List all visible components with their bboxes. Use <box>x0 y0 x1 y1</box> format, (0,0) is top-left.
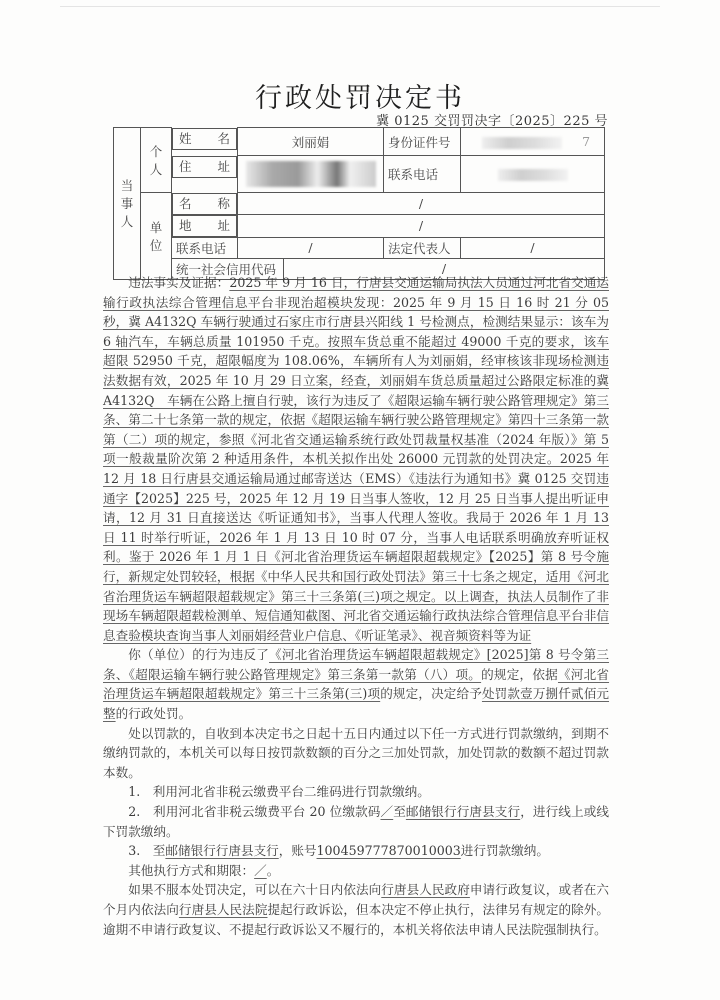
payment-bank: 邮储银行行唐县支行 <box>405 804 521 820</box>
payment-intro: 处以罚款的，自收到本决定书之日起十五日内通过以下任一方式进行罚款缴纳，到期不缴纳罚款的，本机关可以每日按罚款数额的百分之三加处罚款，加处罚款的数额不超过罚款本数。 <box>103 725 609 780</box>
unit-name-label: 名 称 <box>172 193 237 215</box>
appeal-paragraph: 如果不服本处罚决定，可以在六十日内依法向行唐县人民政府申请行政复议，或者在六个月内依法向行唐县人民法院提起行政诉讼，但本决定不停止执行，法律另有规定的除外。逾期不申请行政复议、不提起行政诉讼又不履行的，本机关将依法申请人民法院强制执行。 <box>103 882 610 937</box>
payment-item-2: 2. 利用河北省非税云缴费平台 20 位缴款码／至邮储银行行唐县支行，进行线上或线下罚款缴纳。 <box>103 804 610 839</box>
facts-label: 违法事实及证据： <box>128 275 230 290</box>
phone-label: 联系电话 <box>384 156 461 193</box>
payment-item-1: 1. 利用河北省非税云缴费平台二维码进行罚款缴纳。 <box>128 784 430 800</box>
payment-bank: 邮储银行行唐县支行 <box>165 843 279 859</box>
legal-basis: 《河北省治理货运车辆超限超载规定》第三十三条第(三)项 <box>103 666 610 702</box>
document-title: 行政处罚决定书 <box>255 83 465 114</box>
decision-text: 的行政处罚。 <box>115 706 192 722</box>
parties-table <box>113 127 605 280</box>
unit-phone-label: 联系电话 <box>172 237 238 258</box>
document-body <box>103 273 609 939</box>
decision-text: 的规定，依据 <box>481 666 558 682</box>
payment-item-3: 3. 至邮储银行行唐县支行，账号100459777870010003进行罚款缴纳。 <box>128 843 549 859</box>
individual-label: 个人 <box>141 128 172 193</box>
address-value-redacted <box>238 156 384 193</box>
id-label: 身份证件号 <box>384 128 461 156</box>
decision-text: 的规定，决定给予 <box>380 686 482 702</box>
scan-edge <box>60 6 660 7</box>
phone-value-redacted <box>461 156 605 193</box>
decision-paragraph <box>103 645 609 723</box>
bank-account: 100459777870010003 <box>316 843 461 859</box>
name-label: 姓 名 <box>172 128 237 150</box>
penalty-amount: 处罚款壹万捌仟贰佰元整 <box>103 686 610 722</box>
payment-code: ／ <box>380 804 394 820</box>
name-value: 刘丽娟 <box>238 128 384 156</box>
violated-provisions: 《河北省治理货运车辆超限超载规定》[2025]第 8 号令第三条、《超限运输车辆行驶公路管理规定》第三条第一款第（八）项。 <box>103 647 610 682</box>
redacted-id <box>482 137 562 149</box>
legal-rep-label: 法定代表人 <box>384 237 461 258</box>
id-value: 7 <box>461 128 605 156</box>
court: 行唐县人民法院 <box>178 902 268 917</box>
party-label: 当 事 人 <box>114 128 141 280</box>
unit-name-value: / <box>238 193 605 215</box>
other-execution: 其他执行方式和期限：／。 <box>128 862 280 878</box>
other-execution-value: ／ <box>254 862 267 878</box>
unit-address-value: / <box>238 215 605 238</box>
legal-rep-value: / <box>461 237 605 258</box>
decision-text: 你（单位）的行为违反了 <box>128 647 270 663</box>
unit-phone-value: / <box>238 237 384 258</box>
unit-label: 单位 <box>141 193 172 280</box>
credit-code-value: / <box>284 258 605 279</box>
document-number: 冀 0125 交罚罚决字〔2025〕225 号 <box>376 114 608 129</box>
address-label: 住 址 <box>172 156 237 178</box>
review-authority: 行唐县人民政府 <box>381 882 470 898</box>
unit-address-label: 地 址 <box>172 215 237 237</box>
facts-paragraph <box>103 273 609 645</box>
facts-text: 2025 年 9 月 16 日，行唐县交通运输局执法人员通过河北省交通运输行政执法综合管理信息平台非现治超模块发现：2025 年 9 月 15 日 16 时 21 分 05 秒，冀 A4132Q 车辆行驶通过石家庄市行唐县兴阳线 1 号检测点，检测结果显示：该车为 6 轴汽车，车辆总质量 101950 千克。按照车货总重不能超过 49000 千克的要求，该车超限 52950 千克，超限幅度为 108.06%，车辆所有人为刘丽娟，经审核该非现场检测违法数据有效，2025 年 10 月 29 日立案，经查，刘丽娟车货总质量超过公路限定标准的冀 A4132Q 车辆在公路上擅自行驶，该行为违反了《超限运输车辆行驶公路管理规定》第三条、第二十七条第一款的规定，依据《超限运输车辆行驶公路管理规定》第四十三条第一款第（二）项的规定，参照《河北省交通运输系统行政处罚裁量权基准（2024 年版）》第 5 项一般裁量阶次第 2 种适用条件，本机关拟作出处 26000 元罚款的处罚决定。2025 年 12 月 18 日行唐县交通运输局通过邮寄送达（EMS）《违法行为通知书》冀 0125 交罚违通字【2025】225 号，2025 年 12 月 19 日当事人签收，12 月 25 日当事人提出听证申请，12 月 31 日直接送达《听证通知书》，当事人代理人签收。我局于 2026 年 1 月 13 日 11 时举行听证，2026 年 1 月 13 日 10 时 07 分，当事人电话联系明确放弃听证权利。鉴于 2026 年 1 月 1 日《河北省治理货运车辆超限超载规定》【2025】第 8 号令施行，新规定处罚较轻，根据《中华人民共和国行政处罚法》第三十七条之规定，适用《河北省治理货运车辆超限超载规定》第三十三条第(三)项之规定。以上调查，执法人员制作了非现场车辆超限超载检测单、短信通知截图、河北省交通运输行政执法综合管理信息平台非信息查验模块查询当事人刘丽娟经营业户信息、《听证笔录》、视音频资料等为证 <box>103 275 610 643</box>
credit-code-label: 统一社会信用代码 <box>172 258 284 279</box>
